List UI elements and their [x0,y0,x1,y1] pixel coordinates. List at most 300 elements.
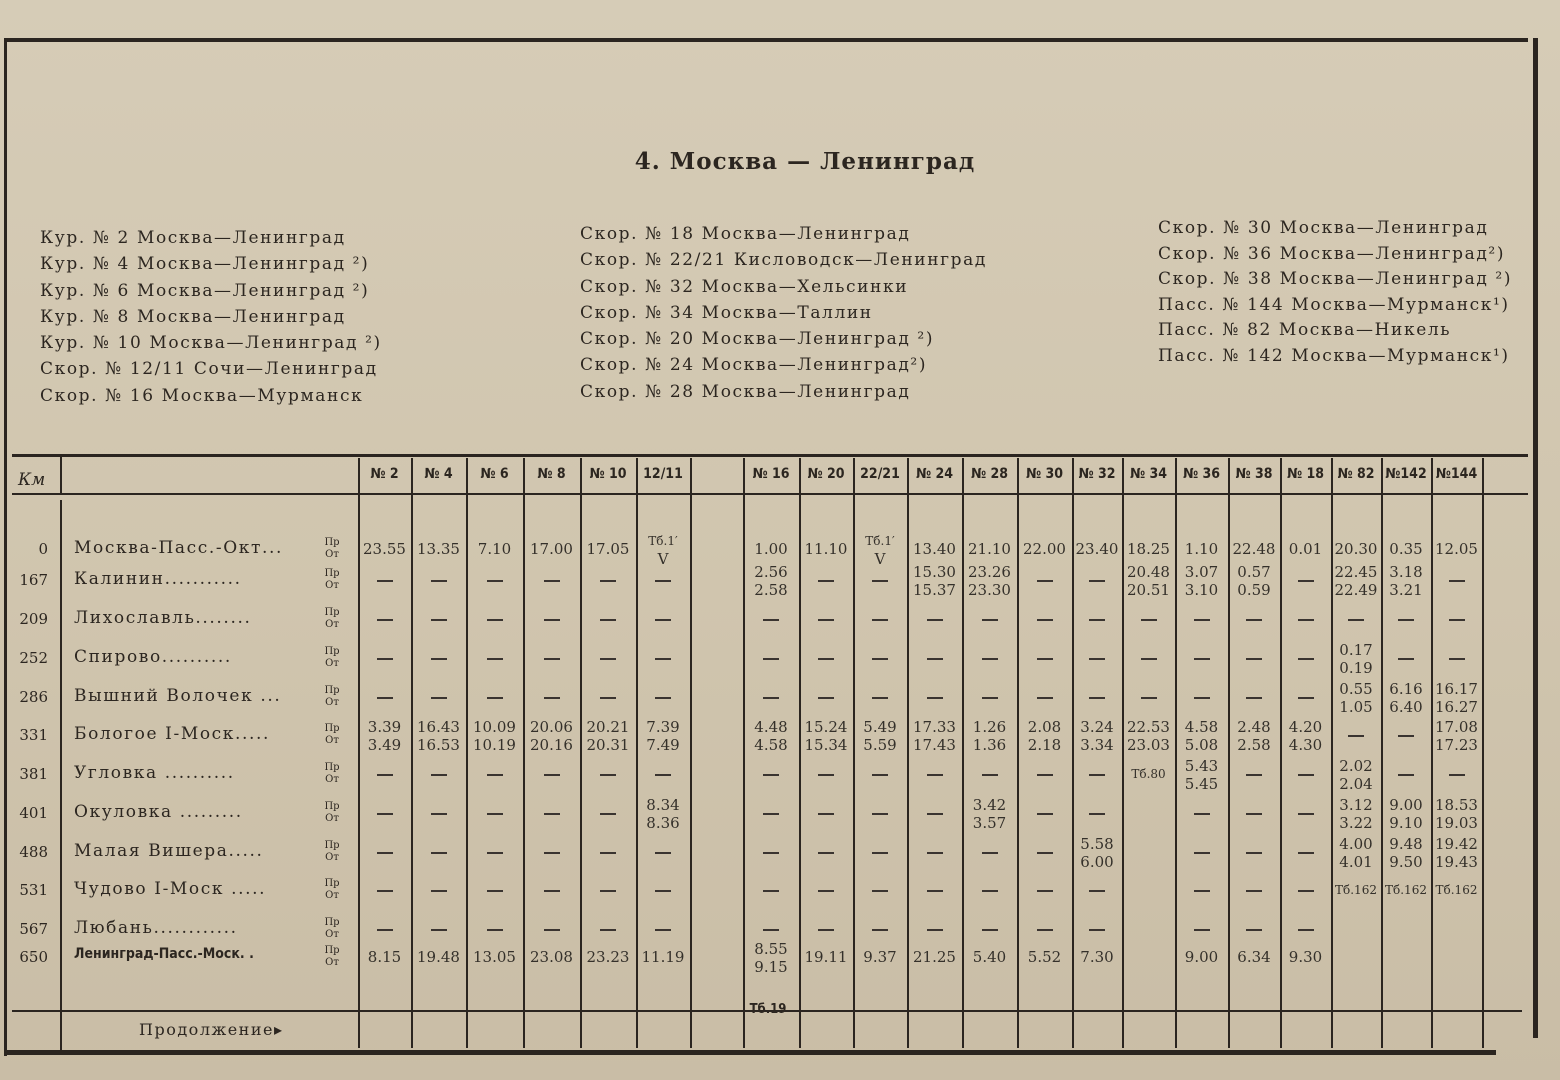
frame-top-rule [4,38,1528,42]
time-cell [1017,718,1072,754]
departure-label: От [325,619,339,630]
dash-mark [431,774,447,776]
no-stop-dash [523,688,580,706]
dash-mark [763,813,779,815]
dash-mark [872,890,888,892]
time-cell [743,610,799,628]
dash-mark [1246,697,1262,699]
departure-label: От [325,697,339,708]
frame-bottom-rule [6,1050,1496,1055]
time-value: 3.24 [1080,718,1114,736]
dash-mark [544,697,560,699]
station-km: 331 [19,726,48,744]
train-list-entry: Скор. № 34 Москва—Таллин [580,302,873,323]
no-stop-dash [907,610,962,628]
station-km: 286 [19,688,48,706]
dash-mark [927,619,943,621]
time-cell [907,649,962,667]
time-cell [411,610,466,628]
dash-mark [431,619,447,621]
time-cell [1175,881,1228,899]
train-number-header: № 34 [1129,466,1168,482]
time-value: 20.31 [586,736,630,754]
train-list-entry: Скор. № 32 Москва—Хельсинки [580,276,909,297]
time-cell [799,718,853,754]
time-cell [1381,610,1431,628]
no-stop-dash [853,920,907,938]
time-cell [1175,610,1228,628]
time-cell [580,765,636,783]
no-stop-dash [1072,765,1122,783]
time-cell [1072,804,1122,822]
time-value: 8.34 [646,796,680,814]
train-list-entry: Скор. № 24 Москва—Ленинград²) [580,355,928,376]
time-cell [962,688,1017,706]
no-stop-dash [1280,649,1331,667]
station-name: Вышний Волочек ... [74,686,282,706]
no-stop-dash [523,649,580,667]
dash-mark [655,852,671,854]
dash-mark [1398,774,1414,776]
dash-mark [1141,697,1157,699]
time-value: 0.59 [1237,581,1271,599]
no-stop-dash [1280,571,1331,589]
time-cell [1431,765,1482,783]
time-cell [1280,718,1331,754]
time-value: Тб.162 [1335,883,1377,897]
time-cell [853,843,907,861]
dash-mark [1037,890,1053,892]
dash-mark [600,658,616,660]
no-stop-dash [358,571,411,589]
time-cell [962,948,1017,966]
no-stop-dash [799,843,853,861]
no-stop-dash [411,649,466,667]
time-cell [907,610,962,628]
time-cell [1017,540,1072,558]
no-stop-dash [853,688,907,706]
time-value: 4.00 [1339,835,1373,853]
time-cell [411,765,466,783]
dash-mark [1194,697,1210,699]
time-value: 20.16 [530,736,573,754]
no-stop-dash [853,571,907,589]
no-stop-dash [1175,804,1228,822]
no-stop-dash [1280,688,1331,706]
time-value: 2.18 [1027,736,1062,754]
dash-mark [544,658,560,660]
no-stop-dash [1175,610,1228,628]
frame-right-rule [1533,38,1538,1038]
departure-label: От [325,580,339,591]
dash-mark [1246,929,1262,931]
dash-mark [982,929,998,931]
time-value: Тб.162 [1435,883,1478,897]
dash-mark [1298,619,1314,621]
no-stop-dash [962,920,1017,938]
dash-mark [377,890,393,892]
time-value: 9.37 [863,948,897,966]
dash-mark [872,929,888,931]
time-value: 5.45 [1184,775,1219,793]
arrival-departure-marker [320,917,344,941]
no-stop-dash [411,765,466,783]
time-value: 8.15 [367,948,402,966]
dash-mark [1037,813,1053,815]
dash-mark [1449,774,1465,776]
no-stop-dash [799,765,853,783]
time-cell [636,843,690,861]
time-cell [1280,843,1331,861]
train-number-header: № 36 [1182,466,1221,482]
no-stop-dash [580,649,636,667]
no-stop-dash [1017,804,1072,822]
time-value: 2.58 [754,581,788,599]
dash-mark [487,890,503,892]
train-number-header: №144 [1435,466,1478,482]
no-stop-dash [580,843,636,861]
dash-mark [1398,735,1414,737]
no-stop-dash [1122,688,1175,706]
time-cell [636,796,690,832]
time-value: 19.03 [1435,814,1478,832]
dash-mark [982,852,998,854]
dash-mark [1037,774,1053,776]
departure-label: От [325,890,339,901]
time-cell [853,649,907,667]
dash-mark [1246,619,1262,621]
time-cell [907,804,962,822]
dash-mark [655,580,671,582]
dash-mark [763,774,779,776]
time-value: 5.52 [1027,948,1062,966]
time-cell [580,920,636,938]
dash-mark [1298,929,1314,931]
dash-mark [1246,813,1262,815]
departure-label: От [325,957,339,968]
dash-mark [487,580,503,582]
dash-mark [872,658,888,660]
no-stop-dash [1017,688,1072,706]
dash-mark [1298,852,1314,854]
no-stop-dash [1228,843,1280,861]
no-stop-dash [1431,571,1482,589]
time-cell [1431,835,1482,871]
no-stop-dash [1280,843,1331,861]
no-stop-dash [799,610,853,628]
time-cell [411,843,466,861]
time-cell [1228,688,1280,706]
train-number-header: №142 [1385,466,1427,482]
time-value: 15.30 [913,563,956,581]
time-cell [962,649,1017,667]
time-value: 1.26 [972,718,1007,736]
no-stop-dash [1228,920,1280,938]
no-stop-dash [799,571,853,589]
time-cell [853,571,907,589]
no-stop-dash [411,843,466,861]
time-cell [962,540,1017,558]
time-cell [962,881,1017,899]
no-stop-dash [1228,804,1280,822]
time-value: 4.01 [1339,853,1373,871]
no-stop-dash [1017,881,1072,899]
time-value: 13.35 [417,540,460,558]
time-cell [1331,540,1381,558]
no-stop-dash [799,649,853,667]
time-cell [962,920,1017,938]
time-cell [1122,688,1175,706]
dash-mark [1194,852,1210,854]
train-number-header: № 6 [480,466,509,482]
dash-mark [1398,658,1414,660]
time-value: 1.05 [1339,698,1373,716]
no-stop-dash [743,765,799,783]
no-stop-dash [636,920,690,938]
dash-mark [655,697,671,699]
dash-mark [982,774,998,776]
time-cell [853,804,907,822]
time-cell [466,718,523,754]
time-value: 13.40 [913,540,956,558]
no-stop-dash [1431,765,1482,783]
no-stop-dash [580,571,636,589]
time-cell [1175,843,1228,861]
no-stop-dash [1228,688,1280,706]
no-stop-dash [853,765,907,783]
dash-mark [431,697,447,699]
station-name: Малая Вишера..... [74,841,264,861]
no-stop-dash [853,649,907,667]
time-value: 21.25 [913,948,956,966]
dash-mark [1194,619,1210,621]
time-value: 2.56 [754,563,788,581]
dash-mark [1089,658,1105,660]
time-value: 19.11 [804,948,848,966]
train-number-header: № 10 [589,466,627,482]
no-stop-dash [743,881,799,899]
no-stop-dash [743,920,799,938]
time-cell [580,649,636,667]
no-stop-dash [358,804,411,822]
time-value: Тб.1′ [648,534,678,548]
dash-mark [1298,813,1314,815]
time-cell [636,948,690,966]
no-stop-dash [1175,843,1228,861]
time-cell [853,610,907,628]
dash-mark [655,774,671,776]
time-cell [1228,563,1280,599]
no-stop-dash [1122,610,1175,628]
time-value: 3.49 [367,736,402,754]
train-list-col-3 [1158,216,1512,369]
time-value: 17.43 [913,736,956,754]
dash-mark [487,619,503,621]
dash-mark [927,929,943,931]
time-value: 19.48 [417,948,460,966]
no-stop-dash [799,881,853,899]
dash-mark [763,619,779,621]
time-cell [853,718,907,754]
time-value: 23.40 [1075,540,1119,558]
dash-mark [600,929,616,931]
dash-mark [600,580,616,582]
train-number-header: № 32 [1078,466,1116,482]
time-cell [1175,649,1228,667]
time-cell [1331,563,1381,599]
time-value: 5.58 [1080,835,1114,853]
time-cell [799,804,853,822]
no-stop-dash [523,571,580,589]
time-cell [1228,948,1280,966]
no-stop-dash [466,920,523,938]
station-name: Чудово I-Моск ..... [74,879,267,899]
dash-mark [544,929,560,931]
time-cell [411,540,466,558]
dash-mark [818,852,834,854]
time-value: 0.17 [1339,641,1373,659]
time-value: 6.40 [1389,698,1423,716]
station-km: 0 [38,540,48,558]
time-cell [411,948,466,966]
time-cell [907,718,962,754]
time-value: 2.48 [1237,718,1271,736]
arrival-departure-marker [320,607,344,631]
arrival-label: Пр [324,762,340,773]
time-value: 5.08 [1184,736,1219,754]
continuation-label: Продолжение▸ [139,1020,284,1039]
dash-mark [655,929,671,931]
station-km: 401 [19,804,48,822]
no-stop-dash [636,649,690,667]
time-cell [962,563,1017,599]
no-stop-dash [1072,804,1122,822]
time-cell [466,843,523,861]
time-value: 8.36 [646,814,680,832]
time-value: Тб.80 [1131,767,1166,781]
departure-label: От [325,852,339,863]
time-cell [411,571,466,589]
dash-mark [1398,619,1414,621]
station-km: 252 [19,649,48,667]
time-cell [1280,610,1331,628]
train-list-entry: Кур. № 10 Москва—Ленинград ²) [40,333,382,354]
dash-mark [544,890,560,892]
column-divider [1482,458,1484,1048]
dash-mark [487,697,503,699]
time-value: 2.02 [1339,757,1373,775]
no-stop-dash [358,920,411,938]
time-cell [466,649,523,667]
time-value: 0.55 [1339,680,1373,698]
time-cell [1017,948,1072,966]
time-cell [743,540,799,558]
train-number-header: № 8 [537,466,566,482]
arrival-departure-marker [320,537,344,561]
dash-mark [1449,658,1465,660]
no-stop-dash [1017,920,1072,938]
dash-mark [818,813,834,815]
train-list-entry: Пасс. № 144 Москва—Мурманск¹) [1158,294,1510,315]
dash-mark [487,774,503,776]
train-list-entry: Скор. № 16 Москва—Мурманск [40,385,364,406]
no-stop-dash [799,804,853,822]
time-cell [1072,688,1122,706]
arrival-label: Пр [324,646,340,657]
time-cell [636,532,690,568]
time-cell [580,688,636,706]
dash-mark [1246,658,1262,660]
time-value: 12.05 [1435,540,1478,558]
no-stop-dash [1381,726,1431,744]
dash-mark [927,697,943,699]
station-km: 167 [19,571,48,589]
arrival-departure-marker [320,878,344,902]
time-cell [1381,726,1431,744]
time-value: 16.17 [1435,680,1478,698]
dash-mark [818,619,834,621]
time-cell [580,610,636,628]
no-stop-dash [523,881,580,899]
time-value: 3.34 [1080,736,1114,754]
no-stop-dash [1017,843,1072,861]
time-value: 3.42 [972,796,1007,814]
dash-mark [487,852,503,854]
time-cell [358,610,411,628]
time-value: 0.57 [1237,563,1271,581]
time-cell [853,765,907,783]
time-cell [1228,765,1280,783]
time-cell [1175,757,1228,793]
no-stop-dash [962,649,1017,667]
dash-mark [600,852,616,854]
time-value: 4.58 [754,736,788,754]
time-value: 8.55 [754,940,788,958]
no-stop-dash [743,649,799,667]
no-stop-dash [907,920,962,938]
dash-mark [600,697,616,699]
time-cell [799,881,853,899]
no-stop-dash [358,610,411,628]
time-value: 6.34 [1237,948,1271,966]
train-list-entry: Скор. № 30 Москва—Ленинград [1158,218,1489,238]
station-name: Ленинград-Пасс.-Моск. . [74,946,254,962]
train-list-entry: Скор. № 12/11 Сочи—Ленинград [40,359,378,380]
no-stop-dash [636,610,690,628]
dash-mark [1141,658,1157,660]
time-value: 5.59 [863,736,897,754]
dash-mark [431,580,447,582]
time-value: 23.30 [968,581,1011,599]
page-title: 4. Москва — Ленинград [634,148,976,175]
time-value: 7.10 [477,540,512,558]
time-cell [743,563,799,599]
time-value: 16.27 [1435,698,1478,716]
time-cell [743,718,799,754]
time-value: 13.05 [473,948,516,966]
time-cell [1431,718,1482,754]
time-cell [411,688,466,706]
dash-mark [1089,890,1105,892]
dash-mark [927,813,943,815]
time-cell [1122,610,1175,628]
no-stop-dash [1072,688,1122,706]
time-cell [1072,765,1122,783]
time-cell [1228,804,1280,822]
station-name: Спирово.......... [74,647,232,667]
time-cell [1122,765,1175,783]
train-list-entry: Скор. № 38 Москва—Ленинград ²) [1158,269,1513,289]
